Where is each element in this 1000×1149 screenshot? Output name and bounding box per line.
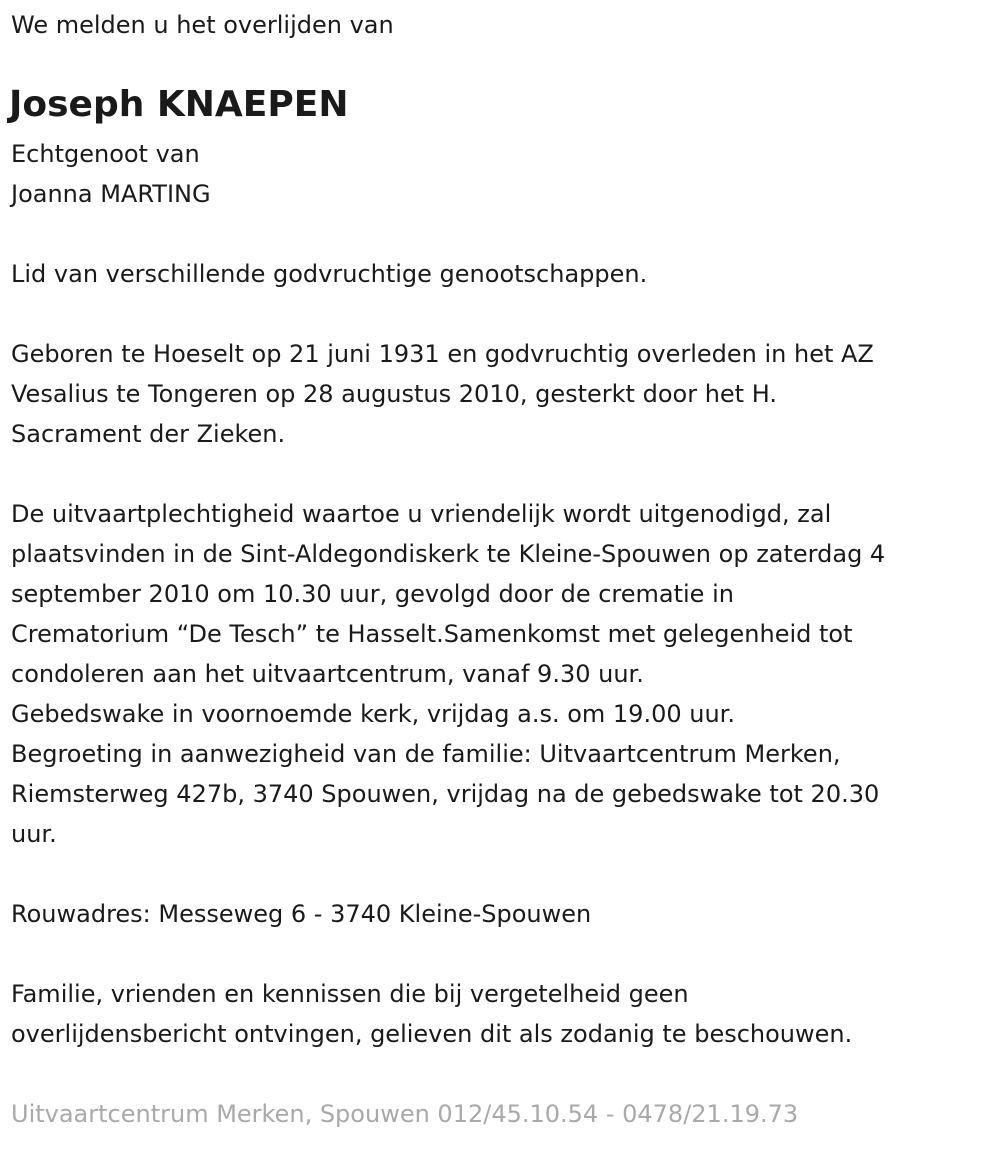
funeral-line: Begroeting in aanwezigheid van de familie: Uitvaartcentrum Merken, <box>11 740 841 768</box>
membership-section <box>11 254 647 294</box>
funeral-home-footer: Uitvaartcentrum Merken, Spouwen 012/45.10.54 - 0478/21.19.73 <box>11 1100 799 1128</box>
family-note-line: overlijdensbericht ontvingen, gelieven dit als zodanig te beschouwen. <box>11 1020 853 1048</box>
birth-death-section <box>11 334 874 454</box>
funeral-line: Gebedswake in voornoemde kerk, vrijdag a.s. om 19.00 uur. <box>11 700 735 728</box>
funeral-section <box>11 494 885 854</box>
funeral-line: De uitvaartplechtigheid waartoe u vriendelijk wordt uitgenodigd, zal <box>11 500 832 528</box>
mourning-address: Rouwadres: Messeweg 6 - 3740 Kleine-Spouwen <box>11 900 592 928</box>
membership-text: Lid van verschillende godvruchtige genootschappen. <box>11 260 648 288</box>
funeral-line: plaatsvinden in de Sint-Aldegondiskerk te Kleine-Spouwen op zaterdag 4 <box>11 540 886 568</box>
birth-death-line: Geboren te Hoeselt op 21 juni 1931 en godvruchtig overleden in het AZ <box>11 340 874 368</box>
birth-death-line: Sacrament der Zieken. <box>11 420 286 448</box>
funeral-line: september 2010 om 10.30 uur, gevolgd door de crematie in <box>11 580 734 608</box>
funeral-line: condoleren aan het uitvaartcentrum, vanaf 9.30 uur. <box>11 660 644 688</box>
mourning-address-section <box>11 894 591 934</box>
family-note-section <box>11 974 852 1054</box>
funeral-line: uur. <box>11 820 57 848</box>
spouse-name: Joanna MARTING <box>11 180 211 208</box>
birth-death-line: Vesalius te Tongeren op 28 augustus 2010, gesterkt door het H. <box>11 380 777 408</box>
spouse-label: Echtgenoot van <box>11 140 200 168</box>
deceased-name: Joseph KNAEPEN <box>9 84 349 125</box>
intro-text: We melden u het overlijden van <box>11 11 394 39</box>
family-note-line: Familie, vrienden en kennissen die bij vergetelheid geen <box>11 980 689 1008</box>
funeral-line: Crematorium “De Tesch” te Hasselt.Samenkomst met gelegenheid tot <box>11 620 853 648</box>
funeral-line: Riemsterweg 427b, 3740 Spouwen, vrijdag na de gebedswake tot 20.30 <box>11 780 880 808</box>
spouse-section <box>11 134 211 214</box>
